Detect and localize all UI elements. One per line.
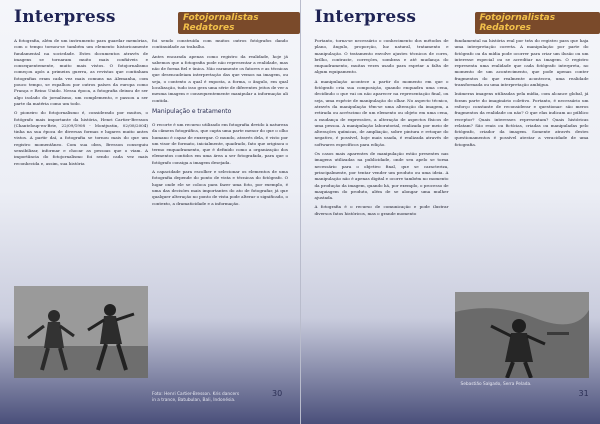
paragraph: Portanto, torna-se necessário o conhecimento dos métodos de plano, ângulo, proporção, luz natural, tratamento e manipulação. O tratamento envolve ajustes técnicos de cores, brilho, contraste, correções, sombras e até mudança do enquadramento, muitas vezes usado para espetar a falta de algum equipamento. — [314, 38, 449, 75]
text-column-2 — [455, 38, 589, 151]
text-column-1 — [315, 38, 449, 220]
bresson-photo — [14, 286, 148, 378]
magazine-title: Interpress — [14, 7, 116, 27]
paragraph: A fotografia é o recurso de comunicação e pode ilustrar diversos fatos históricos, mas o grande momento — [314, 204, 449, 216]
paragraph: O recorte é um recurso utilizado em fotografia devido à natureza da câmera fotográfica, que capta uma parte menor do que o olho humano é capaz de enxergar. O mundo, através dela, é visto por um visor de formato, inicialmente, quadrado, fato que originou o termo enquadramento, que é definido como a organização dos elementos contidos em uma área a ser fotografada, para que o fotógrafo consiga a imagem desejada. — [152, 121, 288, 165]
serra-pelada-scene — [455, 292, 589, 378]
paragraph: Antes encarada apenas como registro da realidade, hoje já sabemos que a fotografia pode não representar a realidade, mas não de forma fiel e única. Não raramente os fatores e as técnicas que desencadeiam interpretação das que vemos na imagem, ou seja, o contexto a qual é exposta, a forma, o ângulo, em qual localização, tudo isso gera uma série de diferentes jeitos de ver a mesma imagem e consequentemente manipular a informação ali contida. — [152, 53, 288, 103]
right-page — [301, 0, 600, 424]
paragraph: foi sendo construída com muitos outros fotógrafos dando continuidade ao trabalho. — [152, 38, 288, 50]
section-tag: Fotojornalistas Redatores — [475, 12, 600, 34]
paragraph: O pioneiro do fotojornalismo é, considerado por muitos, o fotógrafo mais importante da história, Henri Cartier-Bresson (Chanteloup-en-Brie, 22/09/1908 - Montjustin, 02/08/2004) tinha na sua época de diversas formas e lugares muito antes vistos. A partir daí, a fotografia se tornou mais do que um registro momentâneo. Com sua obra, Bresson conseguiu sensibilizar, informar e chocar as pessoas que o viam. A importância do fotojornalismo foi sendo cada vez mais reconhecida e, assim, sua história — [14, 110, 148, 166]
paragraph: fundamental na história real por trás do registro para que haja uma interpretação correta. A manipulação por parte do fotógrafo ou da mídia pode ocorrer para criar um ilusão ou um interesse especial ou se acreditar na imagem. O registro representa uma realidade que cada fotógrafo interpreta, no momento de um acontecimento, que pode apenas conter fragmentos do que realmente aconteceu, uma realidade transformada ou uma interpretação ambígua. — [454, 38, 589, 88]
paragraph: A fotografia, além de um instrumento para guardar memórias, com o tempo tornou-se também um elemento historicamente fundamental na sociedade. Estes documentos através de imagens se tornaram muito mais confiáveis e consequentemente, muito mais vistos. O fotojornalismo começou após a primeira guerra, as revistas que continham fotografias eram cada vez mais comuns na Alemanha, com pouco tempo, se espalhou por outros países da europa como França e Reino Unido. Nessa época, a fotografia deixou de ser algo isolado do jornalismo, um complemento, e passou a ser parte da matéria como um todo. — [14, 38, 148, 106]
subheading: Manipulação e tratamento — [152, 107, 232, 115]
paragraph: A manipulação acontece a partir do momento em que o fotógrafo cria sua composição, quando enquadra uma cena, decidindo o que vai ou não aparecer na representação final, ou seja, uma espécie de manipulação do olhar. No aspecto técnico, através da manipulação têm-se uma alteração da imagem, a retirada ou acréscimo de um elemento ou objeto em uma cena, a mudança de expressões, a alteração de aspectos físicos de uma pessoa. A manipulação laboratorial, realizada por meio de alterações químicas, de ampliação, sobre pintura e retoque do negativo, é possível, hoje mais usada, é realizada através de softwares específicos para edição. — [314, 78, 449, 147]
paragraph: Os casos mais aparentes de manipulação estão presentes nas imagens utilizadas na publicidade, onde seu apelo se torna necessário para o objetivo final, que se caracteriza, principalmente, por tentar vender um produto ou uma ideia. A manipulação não é apenas digital e ocorre também no momento da produção da imagem, quando há, por exemplo, o processo de maquiagem do produto, além de se alongar uma mulher ajustada. — [314, 151, 449, 201]
paragraph: A capacidade para escolher e selecionar os elementos de uma fotografia depende do ponto de vista e técnicas do fotógrafo. O lugar onde ele se coloca para fazer uma foto, por exemplo, é uma das decisões mais importantes do ato de fotografar, já que qualquer alteração no ponto de vista pode alterar o significado, o contexto, a dramaticidade e a informação. — [152, 169, 288, 206]
dancers-figures — [14, 286, 148, 378]
photo-caption: Sebastião Salgado, Serra Pelada. — [460, 382, 532, 387]
page-number: 30 — [272, 389, 283, 398]
photo-caption: Foto: Henri Cartier-Bresson. Kris dancers in a trance, Batubulan, Bali, Indonésia. — [152, 392, 240, 403]
paragraph: Inúmeras imagens utilizadas pela mídia, com alcance global, já foram parte do imaginário coletivo. Portanto, é necessário um esforço constante de reconsiderar e questionar: são meros fragmentos da realidade ou não? O que elas indicam ao público receptor? Quais interesses representam? Quais históricas relatam? São reais ou fictícias, criadas ou manipuladas pelo fotógrafo, criador da imagem. Somente através destes questionamentos é possível atestar a veracidade de uma fotografia. — [454, 91, 589, 147]
text-column-2 — [152, 38, 288, 210]
salgado-photo — [455, 292, 589, 378]
page-number: 31 — [578, 389, 589, 398]
magazine-title: Interpress — [314, 7, 417, 27]
text-column-1 — [14, 38, 148, 170]
section-tag: Fotojornalistas Redatores — [178, 12, 300, 34]
